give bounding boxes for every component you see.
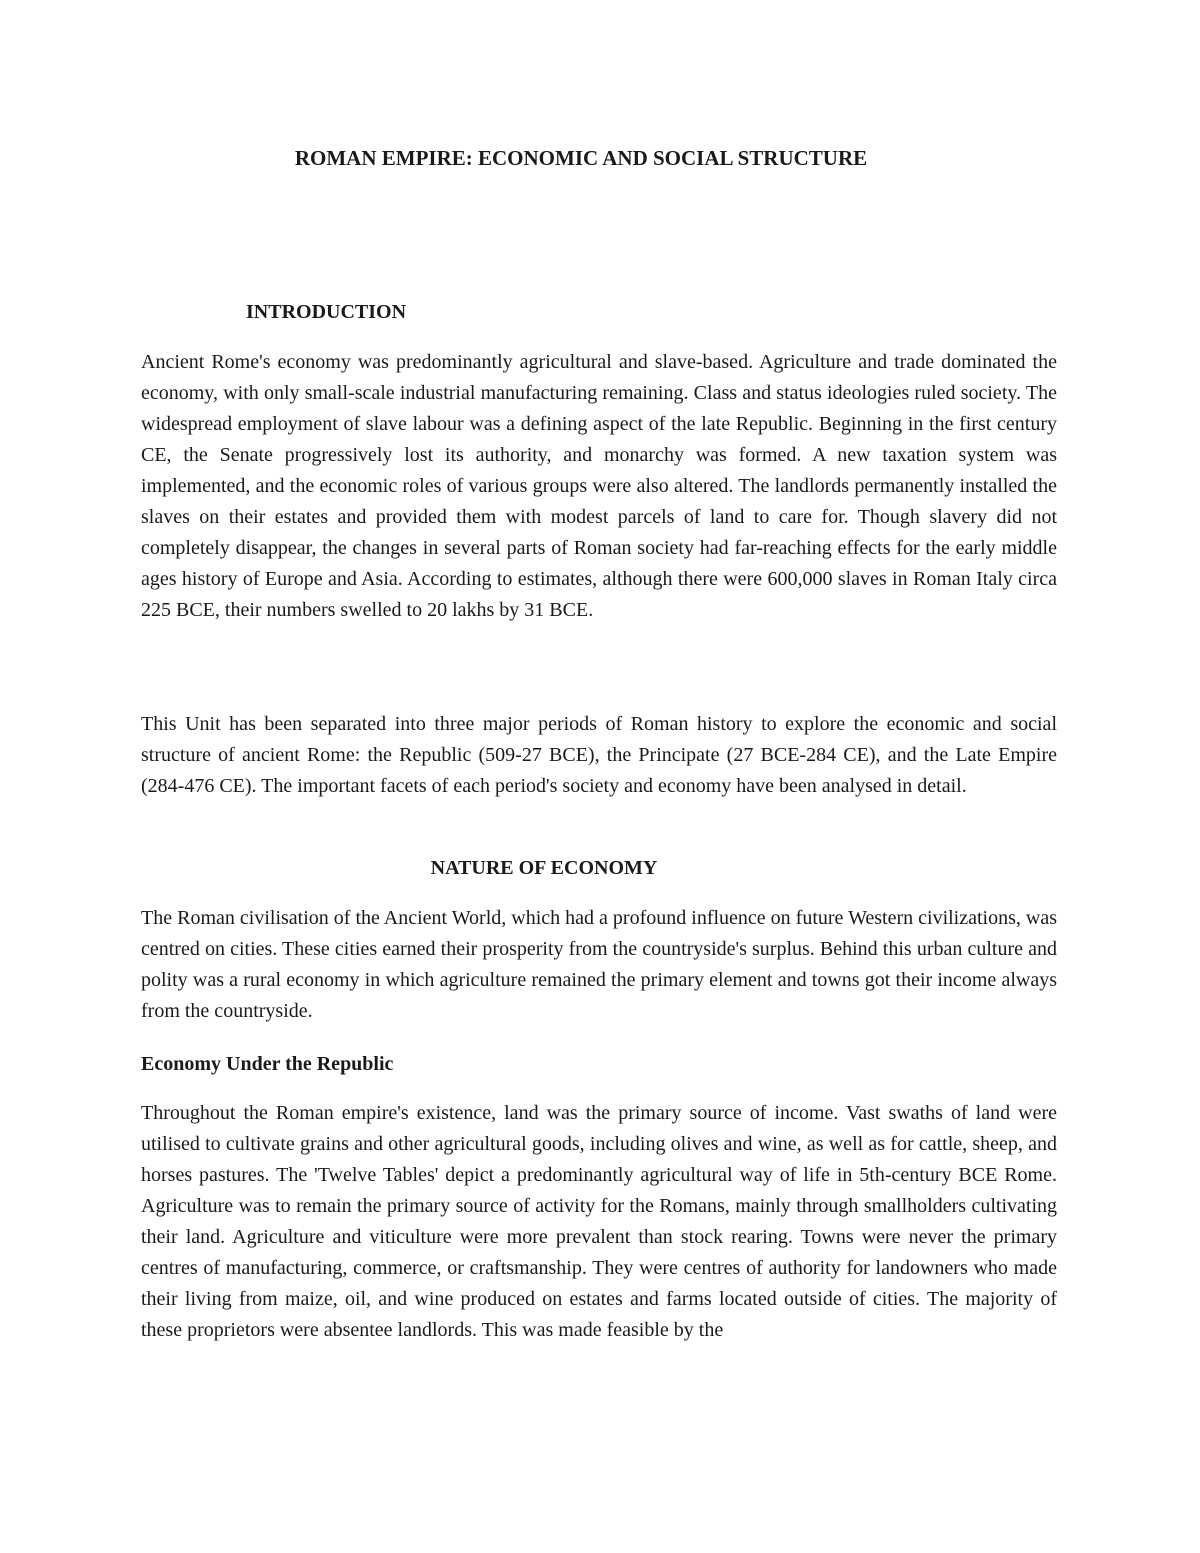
economy-under-republic-heading: Economy Under the Republic [141,1053,394,1075]
nature-of-economy-heading: NATURE OF ECONOMY [430,857,658,879]
nature-of-economy-paragraph: The Roman civilisation of the Ancient World, which had a profound influence on future Western civilizations, was centred on cities. These cities earned their prosperity from the countryside's surplus. Behind this urban culture and polity was a rural economy in which agriculture remained the primary element and towns got their income always from the countryside. [141,907,1057,1022]
introduction-paragraph-2: This Unit has been separated into three major periods of Roman history to explore the economic and social structure of ancient Rome: the Republic (509-27 BCE), the Principate (27 BCE-284 CE), and the Late Empire (284-476 CE). The important facets of each period's society and economy have been analysed in detail. [141,713,1057,797]
introduction-heading: INTRODUCTION [246,301,407,323]
document-title: ROMAN EMPIRE: ECONOMIC AND SOCIAL STRUCTURE [294,146,868,170]
economy-under-republic-paragraph: Throughout the Roman empire's existence, land was the primary source of income. Vast swaths of land were utilised to cultivate grains and other agricultural goods, including olives and wine, as well as for cattle, sheep, and horses pastures. The 'Twelve Tables' depict a predominantly agricultural way of life in 5th-century BCE Rome. Agriculture was to remain the primary source of activity for the Romans, mainly through smallholders cultivating their land. Agriculture and viticulture were more prevalent than stock rearing. Towns were never the primary centres of manufacturing, commerce, or craftsmanship. They were centres of authority for landowners who made their living from maize, oil, and wine produced on estates and farms located outside of cities. The majority of these proprietors were absentee landlords. This was made feasible by the [141,1102,1057,1341]
introduction-paragraph-1: Ancient Rome's economy was predominantly agricultural and slave-based. Agriculture and trade dominated the economy, with only small-scale industrial manufacturing remaining. Class and status ideologies ruled society. The widespread employment of slave labour was a defining aspect of the late Republic. Beginning in the first century CE, the Senate progressively lost its authority, and monarchy was formed. A new taxation system was implemented, and the economic roles of various groups were also altered. The landlords permanently installed the slaves on their estates and provided them with modest parcels of land to care for. Though slavery did not completely disappear, the changes in several parts of Roman society had far-reaching effects for the early middle ages history of Europe and Asia. According to estimates, although there were 600,000 slaves in Roman Italy circa 225 BCE, their numbers swelled to 20 lakhs by 31 BCE. [141,351,1057,621]
